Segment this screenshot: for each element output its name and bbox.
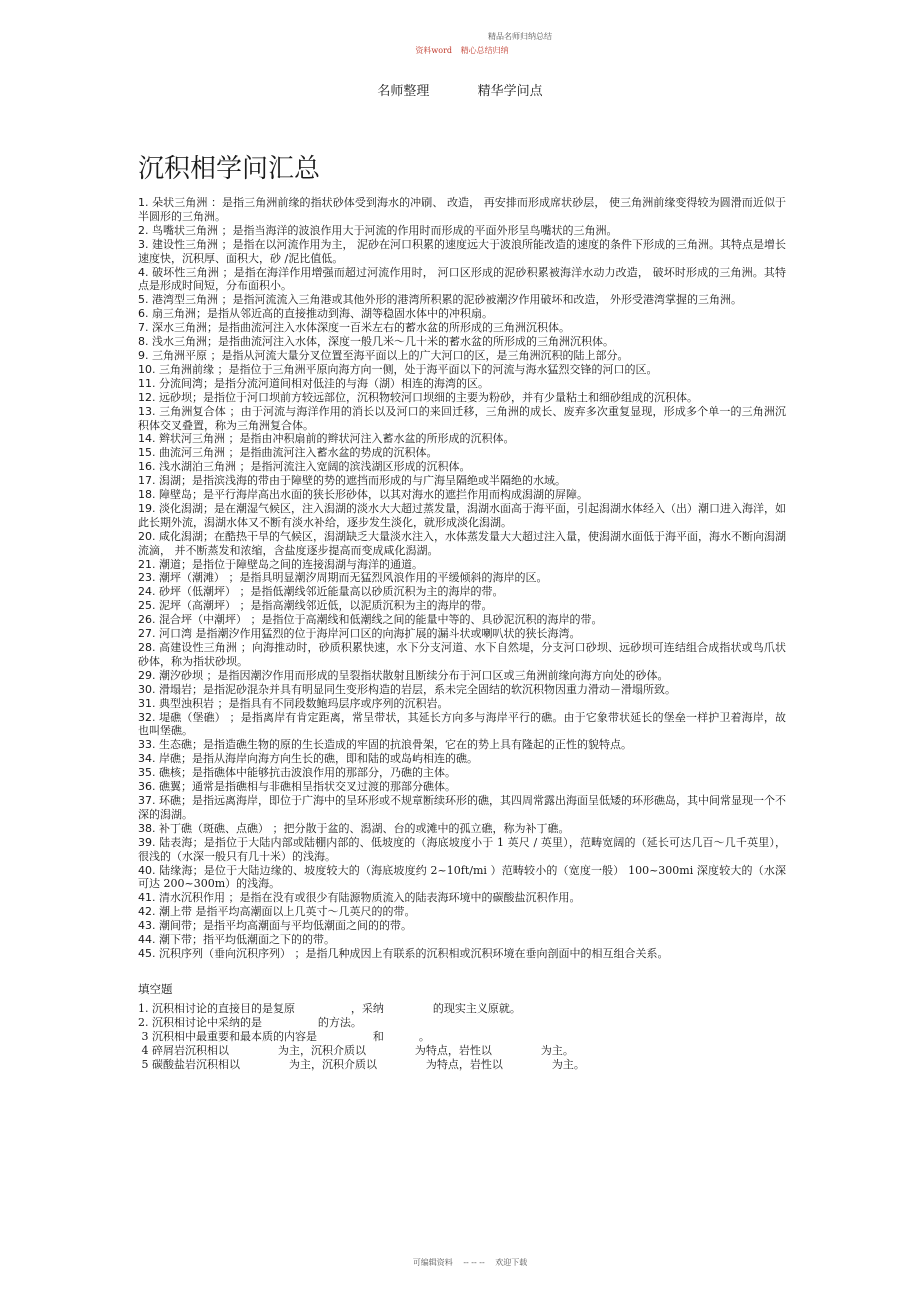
main-content — [138, 196, 786, 1072]
item-number: 38. — [138, 821, 156, 835]
item-text: 破坏性三角洲 ；是指在海洋作用增强而超过河流作用时， 河口区形成的泥砂积累被海洋水动力改造， 破坏时形成的三角洲。其特点是形成时间短，分布面积小。 — [138, 265, 786, 293]
definition-item — [138, 599, 786, 613]
definition-item — [138, 641, 786, 669]
definition-item — [138, 669, 786, 683]
definition-list — [138, 196, 786, 961]
item-number: 5. — [138, 293, 149, 307]
definition-item — [138, 571, 786, 585]
banner-right: 精华学问点 — [477, 84, 543, 99]
item-number: 28. — [138, 641, 156, 654]
header-sub-right: 精心总结归纳 — [460, 46, 509, 55]
item-text: 淡化潟湖；是在潮湿气候区，注入潟湖的淡水大大超过蒸发量，潟湖水面高于海平面，引起潟湖水体经入（出）潮口进入海洋，如此长期外流，潟湖水体又不断有淡水补给，逐步发生淡化，就形成淡化潟湖。 — [138, 501, 786, 529]
item-text: 三角洲前缘 ；是指位于三角洲平原向海方向一侧，处于海平面以下的河流与海水猛烈交锋的河口的区。 — [159, 362, 658, 376]
definition-item — [138, 446, 786, 460]
definition-item — [138, 474, 786, 488]
definition-item — [138, 432, 786, 446]
item-number: 24. — [138, 585, 156, 599]
item-number: 9. — [138, 348, 149, 362]
item-text: 咸化潟湖；在酷热干旱的气候区，潟湖缺乏大量淡水注入，水体蒸发量大大超过注入量，使潟湖水面低于海平面，海水不断向潟湖流滴， 并不断蒸发和浓缩，含盐度逐步提高而变成咸化潟湖。 — [138, 529, 786, 557]
item-text: 典型浊积岩 ；是指具有不同段数鲍玛层序或序列的沉积岩。 — [159, 696, 449, 710]
definition-item — [138, 321, 786, 335]
item-text: 辫状河三角洲 ；是指由冲积扇前的辫状河注入蓄水盆的所形成的沉积体。 — [159, 432, 515, 446]
item-text: 陆缘海；是位于大陆边缘的、坡度较大的（海底坡度约 2~10ft/mi ）范畴较小的（宽度一般） 100~300mi 深度较大的（水深可达 200~300m）的浅海。 — [138, 863, 786, 891]
footer-dashes: -- -- -- — [463, 1258, 485, 1267]
item-text: 堤礁（堡礁） ；是指离岸有肯定距离，常呈带状，其延长方向多与海岸平行的礁。由于它象带状延长的堡垒一样护卫着海岸，故也叫堡礁。 — [138, 710, 787, 738]
item-number: 15. — [138, 446, 156, 460]
definition-item — [138, 836, 786, 864]
item-text: 滑塌岩；是指泥砂混杂并具有明显同生变形构造的岩层，系未完全固结的软沉积物因重力滑动－滑塌所致。 — [159, 682, 676, 696]
definition-item — [138, 488, 786, 502]
definition-item — [138, 349, 786, 363]
item-number: 17. — [138, 474, 156, 488]
item-number: 8. — [138, 335, 149, 349]
definition-item — [138, 864, 786, 892]
item-text: 陆表海；是指位于大陆内部或陆棚内部的、低坡度的（海底坡度小于 1 英尺 / 英里），范畴宽阔的（延长可达几百～几千英里），很浅的（水深一般只有几十米）的浅海。 — [138, 835, 786, 863]
item-number: 27. — [138, 627, 156, 641]
item-number: 25. — [138, 599, 156, 613]
item-number: 40. — [138, 863, 156, 877]
definition-item — [138, 766, 786, 780]
item-text: 建设性三角洲 ；是指在以河流作用为主， 泥砂在河口积累的速度远大于波浪所能改造的速度的条件下形成的三角洲。其特点是增长速度快，沉积厚、面积大，砂 /泥比值低。 — [138, 237, 786, 265]
item-number: 33. — [138, 738, 156, 752]
definition-item — [138, 738, 786, 752]
item-text: 浅水湖泊三角洲 ；是指河流注入宽阔的滨浅湖区形成的沉积体。 — [159, 460, 471, 474]
item-number: 2. — [138, 223, 149, 237]
fill-blank-item: 1. 沉积相讨论的直接目的是复原 ，采纳 的现实主义原就。 — [138, 1001, 521, 1015]
footer — [0, 1257, 920, 1268]
item-number: 45. — [138, 946, 156, 960]
item-text: 礁核；是指礁体中能够抗击波浪作用的那部分，乃礁的主体。 — [159, 766, 456, 780]
banner — [0, 80, 920, 99]
fill-blank-item: 2. 沉积相讨论中采纳的是 的方法。 — [138, 1015, 362, 1029]
definition-item — [138, 558, 786, 572]
page-title: 沉积相学问汇总 — [138, 154, 321, 184]
definition-item — [138, 266, 786, 294]
definition-item — [138, 822, 786, 836]
definition-item — [138, 363, 786, 377]
item-text: 三角洲平原 ；是指从河流大量分叉位置至海平面以上的广大河口的区，是三角洲沉积的陆上部分。 — [152, 348, 629, 362]
item-text: 环礁；是指远离海岸，即位于广海中的呈环形或不规章断续环形的礁，其四周常露出海面呈低矮的环形礁岛，其中间常显现一个不深的潟湖。 — [138, 793, 786, 821]
header-top-line: 精品名师归纳总结 — [488, 32, 552, 41]
header-sub-line — [0, 45, 920, 56]
definition-item — [138, 947, 786, 961]
item-text: 潮道；是指位于障壁岛之间的连接潟湖与海洋的通道。 — [159, 557, 423, 571]
item-text: 潮下带；指平均低潮面之下的的带。 — [159, 933, 335, 947]
item-number: 43. — [138, 919, 156, 933]
item-number: 35. — [138, 766, 156, 780]
banner-left: 名师整理 — [377, 84, 430, 99]
definition-item — [138, 891, 786, 905]
item-text: 清水沉积作用 ；是指在没有或很少有陆源物质流入的陆表海环境中的碳酸盐沉积作用。 — [159, 891, 581, 905]
header-sub-left: 资料word — [415, 46, 453, 55]
definition-item — [138, 613, 786, 627]
footer-right: 欢迎下载 — [495, 1258, 528, 1267]
definition-item — [138, 335, 786, 349]
item-text: 沉积序列（垂向沉积序列） ；是指几种成因上有联系的沉积相或沉积环境在垂向剖面中的相互组合关系。 — [159, 946, 669, 960]
item-number: 30. — [138, 682, 156, 696]
item-number: 31. — [138, 696, 156, 710]
item-number: 29. — [138, 668, 156, 682]
definition-item — [138, 391, 786, 405]
item-number: 16. — [138, 460, 156, 474]
item-number: 23. — [138, 571, 156, 585]
item-number: 13. — [138, 404, 156, 418]
definition-item — [138, 293, 786, 307]
item-number: 26. — [138, 613, 156, 627]
item-number: 7. — [138, 321, 149, 335]
item-number: 4. — [138, 265, 149, 279]
definition-item — [138, 405, 786, 433]
item-number: 1. — [138, 196, 149, 209]
definition-item — [138, 627, 786, 641]
item-text: 港湾型三角洲 ；是指河流流入三角港或其他外形的港湾所积累的泥砂被潮汐作用破坏和改造， 外形受港湾掌握的三角洲。 — [152, 293, 742, 307]
fill-blank-item: 5 碳酸盐岩沉积相以 为主，沉积介质以 为特点，岩性以 为主。 — [138, 1057, 585, 1071]
item-text: 分流间湾；是指分流河道间相对低洼的与海（湖）相连的海湾的区。 — [159, 376, 489, 390]
item-text: 潮坪（潮滩） ；是指具明显潮汐周期而无猛烈风浪作用的平缓倾斜的海岸的区。 — [159, 571, 548, 585]
item-number: 44. — [138, 933, 156, 947]
fill-blank-list — [138, 1002, 786, 1072]
definition-item — [138, 238, 786, 266]
item-text: 岸礁；是指从海岸向海方向生长的礁，即和陆的或岛屿相连的礁。 — [159, 752, 478, 766]
item-text: 砂坪（低潮坪） ；是指低潮线邻近能量高以砂质沉积为主的海岸的带。 — [159, 585, 504, 599]
definition-item — [138, 933, 786, 947]
definition-item — [138, 794, 786, 822]
item-text: 高建设性三角洲 ；向海推动时，砂质积累快速，水下分支河道、水下自然堤，分支河口砂坝、远砂坝可连结组合成指状或鸟爪状砂体，称为指状砂坝。 — [138, 641, 787, 668]
item-number: 41. — [138, 891, 156, 905]
item-text: 潮汐砂坝 ；是指因潮汐作用而形成的呈裂指状散射且断续分布于河口区或三角洲前缘向海方向处的砂体。 — [159, 668, 669, 682]
definition-item — [138, 711, 786, 739]
definition-item — [138, 752, 786, 766]
fill-blank-item: 4 碎屑岩沉积相以 为主，沉积介质以 为特点，岩性以 为主。 — [138, 1043, 574, 1057]
item-text: 扇三角洲；是指从邻近高的直接推动到海、湖等稳固水体中的冲积扇。 — [152, 307, 493, 321]
item-text: 曲流河三角洲 ；是指曲流河注入蓄水盆的势成的沉积体。 — [159, 446, 438, 460]
item-number: 18. — [138, 488, 156, 502]
item-number: 37. — [138, 793, 156, 807]
item-number: 32. — [138, 710, 156, 724]
definition-item — [138, 585, 786, 599]
item-number: 11. — [138, 376, 156, 390]
item-text: 礁翼；通常是指礁相与非礁相呈指状交叉过渡的那部分礁体。 — [159, 780, 456, 794]
item-number: 6. — [138, 307, 149, 321]
item-text: 朵状三角洲 ：是指三角洲前缘的指状砂体受到海水的冲刷、 改造， 再安排而形成席状砂层， 使三角洲前缘变得较为圆滑而近似于半圆形的三角洲。 — [138, 196, 787, 223]
definition-item — [138, 502, 786, 530]
footer-left: 可编辑资料 — [412, 1258, 453, 1267]
item-text: 潮间带；是指平均高潮面与平均低潮面之间的的带。 — [159, 919, 412, 933]
item-number: 39. — [138, 835, 156, 849]
definition-item — [138, 460, 786, 474]
item-text: 三角洲复合体 ；由于河流与海洋作用的消长以及河口的来回迁移，三角洲的成长、废弃多次重复显现，形成多个单一的三角洲沉积体交叉叠置，称为三角洲复合体。 — [138, 404, 787, 432]
item-text: 远砂坝；是指位于河口坝前方较远部位，沉积物较河口坝细的主要为粉砂，并有少量粘土和细砂组成的沉积体。 — [159, 390, 698, 404]
definition-item — [138, 307, 786, 321]
item-text: 混合坪（中潮坪） ；是指位于高潮线和低潮线之间的能量中等的、具砂泥沉积的海岸的带。 — [159, 613, 603, 627]
fill-blank-item: 3 沉积相中最重要和最本质的内容是 和 。 — [138, 1029, 430, 1043]
definition-item — [138, 196, 786, 224]
item-number: 10. — [138, 362, 156, 376]
item-text: 浅水三角洲；是指曲流河注入水体，深度一般几米～几十米的蓄水盆的所形成的三角洲沉积体。 — [152, 335, 614, 349]
item-text: 补丁礁（斑礁、点礁） ；把分散于盆的、潟湖、台的或滩中的孤立礁，称为补丁礁。 — [159, 821, 570, 835]
item-text: 河口湾 是指潮汐作用猛烈的位于海岸河口区的向海扩展的漏斗状或喇叭状的狭长海湾。 — [159, 627, 581, 641]
definition-item — [138, 224, 786, 238]
definition-item — [138, 780, 786, 794]
item-text: 鸟嘴状三角洲 ；是指当海洋的波浪作用大于河流的作用时而形成的平面外形呈鸟嘴状的三角洲。 — [152, 223, 618, 237]
item-number: 14. — [138, 432, 156, 446]
item-number: 12. — [138, 390, 156, 404]
definition-item — [138, 683, 786, 697]
item-text: 障壁岛；是平行海岸高出水面的狭长形砂体，以其对海水的遮拦作用而构成潟湖的屏障。 — [159, 488, 588, 502]
item-number: 3. — [138, 237, 149, 251]
item-text: 深水三角洲；是指曲流河注入水体深度一百米左右的蓄水盆的所形成的三角洲沉积体。 — [152, 321, 570, 335]
item-number: 36. — [138, 780, 156, 794]
definition-item — [138, 919, 786, 933]
item-text: 生态礁；是指造礁生物的原的生长造成的牢固的抗浪骨架，它在的势上具有隆起的正性的貌特点。 — [159, 738, 632, 752]
definition-item — [138, 905, 786, 919]
item-number: 20. — [138, 529, 156, 543]
item-number: 42. — [138, 905, 156, 919]
item-number: 34. — [138, 752, 156, 766]
item-text: 泥坪（高潮坪） ；是指高潮线邻近低，以泥质沉积为主的海岸的带。 — [159, 599, 493, 613]
fill-blank-title: 填空题 — [138, 981, 173, 996]
item-text: 潟湖；是指滨浅海的带由于障壁的势的遮挡而形成的与广海呈隔绝或半隔绝的水域。 — [159, 474, 566, 488]
item-number: 19. — [138, 501, 156, 515]
definition-item — [138, 697, 786, 711]
item-text: 潮上带 是指平均高潮面以上几英寸～几英尺的的带。 — [159, 905, 416, 919]
item-number: 21. — [138, 557, 156, 571]
definition-item — [138, 377, 786, 391]
definition-item — [138, 530, 786, 558]
